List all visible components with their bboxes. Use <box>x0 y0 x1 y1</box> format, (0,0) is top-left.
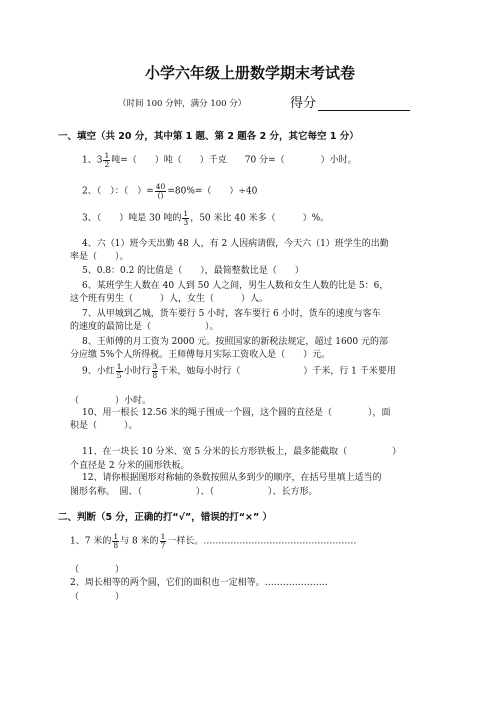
question-10-line-2: 积是（ ）。 <box>70 421 138 431</box>
fraction: $\frac{1}{3}$ <box>183 209 189 227</box>
judgement-2-answer[interactable]: （ ） <box>70 592 125 602</box>
score-blank <box>318 99 410 111</box>
judgement-1-answer[interactable]: （ ） <box>70 565 125 575</box>
question-8-line-2: 分应缴 5%个人所得税。王师傅每月实际工资收入是（ ）元。 <box>70 350 331 360</box>
fraction: $\frac{1}{2}$ <box>104 151 110 169</box>
question-12-line-2: 图形名称。 圆、（ ）、（ ）、长方形。 <box>70 487 318 497</box>
question-6-line-1: 6、某班学生人数在 40 人到 50 人之间，男生人数和女生人数的比是 5：6， <box>82 281 389 291</box>
question-10-line-1: 10、用一根长 12.56 米的绳子围成一个圆，这个圆的直径是（ ），面 <box>82 408 391 418</box>
fraction: $\frac{3}{8}$ <box>152 362 158 380</box>
leader-dots: ………………… <box>264 578 328 588</box>
question-4-line-1: 4、六（1）班今天出勤 48 人，有 2 人因病请假，今天六（1）班学生的出勤 <box>82 239 389 249</box>
score-label: 得分 <box>290 96 317 111</box>
fraction: $\frac{1}{7}$ <box>160 532 166 550</box>
leader-dots: …………………………………………… <box>203 536 357 547</box>
question-5: 5、0.8：0.2 的比值是（ ），最简整数比是（ ） <box>82 266 304 276</box>
fraction: $\frac{40}{()}$ <box>155 182 166 200</box>
question-8-line-1: 8、王师傅的月工资为 2000 元。按照国家的新税法规定，超过 1600 元的部 <box>82 337 388 347</box>
question-6-line-2: 这个班有男生（ ）人，女生（ ）人。 <box>70 294 269 304</box>
page-title: 小学六年级上册数学期末考试卷 <box>144 64 355 82</box>
section-1-heading: 一、填空（共 20 分，其中第 1 题、第 2 题各 2 分，其它每空 1 分） <box>58 131 359 142</box>
fraction: $\frac{1}{8}$ <box>113 532 119 550</box>
question-4-line-2: 率是（ ）。 <box>70 252 129 262</box>
question-9-line-1: 9、小红 $\frac{1}{5}$ 小时行 $\frac{3}{8}$ 千米，她每小时行（ ）千米，行 1 千米要用 <box>82 362 396 380</box>
question-11-line-1: 11、在一块长 10 分米、宽 5 分米的长方形铁板上，最多能截取（ ） <box>82 447 402 457</box>
question-11-line-2: 个直径是 2 分米的圆形铁板。 <box>70 461 190 471</box>
question-9-line-2: （ ）小时。 <box>70 396 152 406</box>
question-7-line-2: 的速度的最简比是（ ）。 <box>70 322 219 332</box>
section-2-heading: 二、判断（5 分，正确的打“√”，错误的打“×” ） <box>58 512 272 523</box>
judgement-1: 1、7 米的 $\frac{1}{8}$ 与 8 米的 $\frac{1}{7}$ 一样长。…………………………………………… <box>70 532 357 550</box>
judgement-2: 2、周长相等的两个圆，它们的面积也一定相等。………………… <box>70 578 328 588</box>
question-3: 3、（ ）吨是 30 吨的 $\frac{1}{3}$ ，50 米比 40 米多（ ）%。 <box>82 209 330 227</box>
question-1: 1、3 $\frac{1}{2}$ 吨=（ ）吨（ ）千克 70 分=（ ）小时。 <box>82 151 357 169</box>
score-field <box>290 92 410 111</box>
question-2: 2、（ ）：（ ）= $\frac{40}{()}$ =80%=（ ）÷40 <box>82 182 258 200</box>
fraction: $\frac{1}{5}$ <box>116 362 122 380</box>
exam-meta: （时间 100 分钟，满分 100 分） <box>118 99 247 109</box>
question-7-line-1: 7、从甲城到乙城，货车要行 5 小时，客车要行 6 小时，货车的速度与客车 <box>82 309 381 319</box>
question-12-line-1: 12、请你根据图形对称轴的条数按照从多到少的顺序，在括号里填上适当的 <box>82 473 382 483</box>
